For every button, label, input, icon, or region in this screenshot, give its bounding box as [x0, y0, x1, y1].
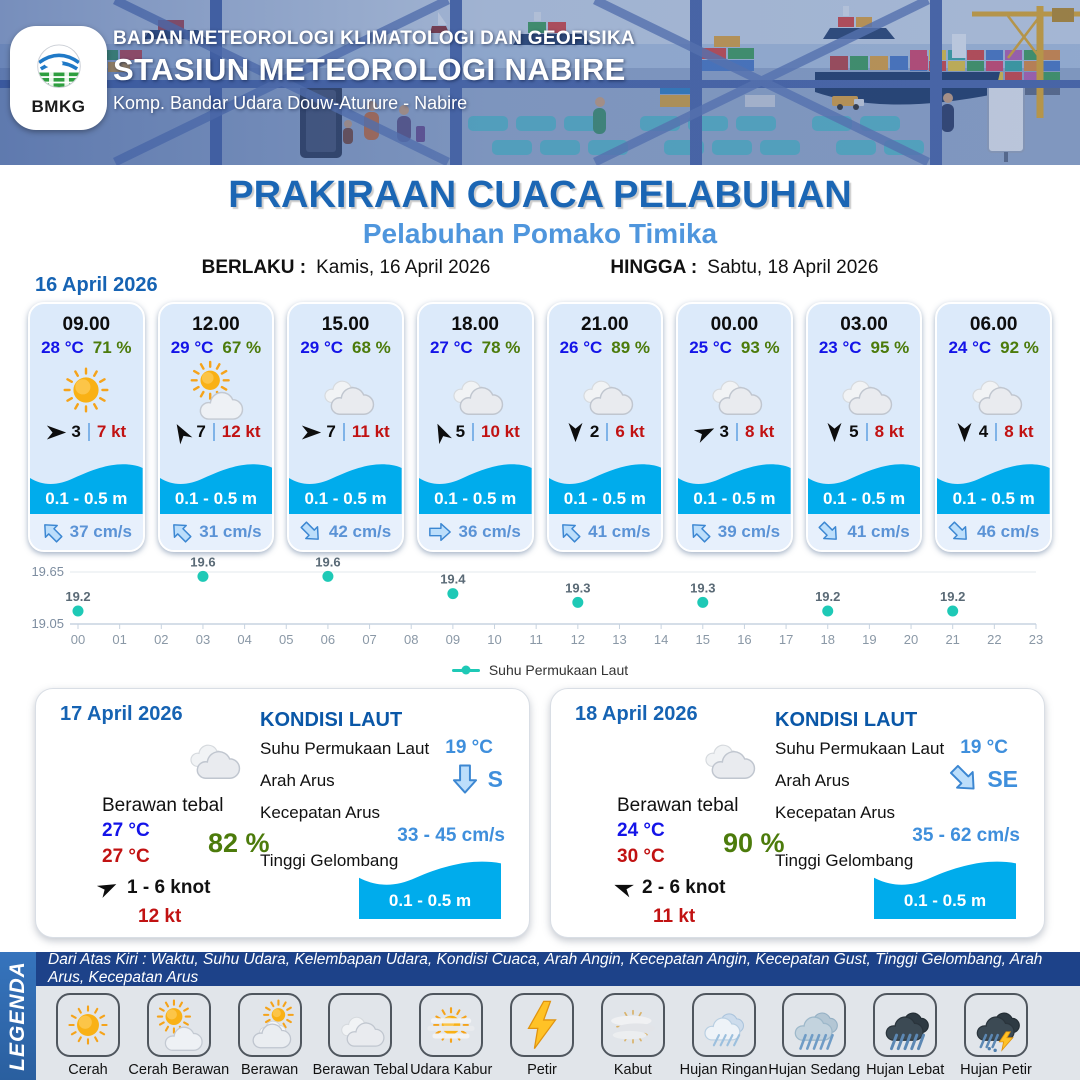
- legend-weather-icon: [147, 993, 211, 1057]
- weather-icon: [703, 359, 765, 421]
- day-temp-min: 27 °C: [102, 820, 150, 841]
- current-direction-icon: [554, 516, 587, 549]
- humidity: 93 %: [740, 338, 780, 357]
- wind-direction-icon: [611, 877, 635, 899]
- wave-height-label: Tinggi Gelombang: [260, 851, 399, 870]
- day-wind-range: 2 - 6 knot: [642, 877, 726, 898]
- wind-speed: 7: [326, 422, 336, 441]
- humidity: 68 %: [352, 338, 391, 357]
- wind-direction-icon: [826, 422, 843, 443]
- wind-row: [171, 422, 260, 442]
- legend-item: [589, 993, 677, 1080]
- svg-text:19.6: 19.6: [190, 556, 216, 570]
- current-speed: 41 cm/s: [588, 522, 651, 541]
- wind-row: [695, 422, 775, 442]
- forecast-card: [676, 302, 793, 552]
- title-block: [0, 166, 1080, 279]
- page-title: PRAKIRAAN CUACA PELABUHAN: [228, 174, 852, 216]
- current-row: [30, 514, 143, 550]
- wave-band: [30, 458, 143, 514]
- wind-speed: 5: [455, 422, 466, 441]
- current-speed: 42 cm/s: [328, 522, 392, 541]
- forecast-time: 06.00: [969, 314, 1018, 335]
- day-forecast-card: [35, 688, 530, 938]
- legend-weather-icon: [782, 993, 846, 1057]
- current-row: [678, 514, 791, 550]
- weather-icon: [833, 359, 895, 421]
- gust-speed: 6 kt: [615, 422, 645, 441]
- sea-conditions-heading: KONDISI LAUT: [775, 709, 918, 731]
- legend-item: [768, 993, 861, 1080]
- sst-chart: [28, 556, 1052, 654]
- forecast-card: [935, 302, 1052, 552]
- svg-text:19.3: 19.3: [690, 580, 716, 596]
- divider: [343, 423, 345, 441]
- air-temperature: 24 °C: [948, 338, 992, 357]
- weather-icon: [963, 359, 1025, 421]
- agency-name: BADAN METEOROLOGI KLIMATOLOGI DAN GEOFISIKA: [113, 28, 636, 49]
- air-temperature: 26 °C: [559, 338, 603, 357]
- current-speed: 36 cm/s: [458, 522, 521, 541]
- svg-text:16: 16: [737, 632, 752, 647]
- legend-title-strip: [0, 952, 36, 1080]
- wave-band: [289, 458, 402, 514]
- svg-text:20: 20: [903, 632, 919, 647]
- current-row: [937, 514, 1050, 550]
- svg-text:07: 07: [362, 632, 377, 647]
- berlaku-value: Kamis, 16 April 2026: [316, 257, 491, 278]
- svg-text:00: 00: [70, 632, 86, 647]
- current-direction-label: Arah Arus: [775, 771, 850, 790]
- wind-direction-icon: [46, 424, 67, 441]
- humidity: 78 %: [481, 338, 521, 357]
- current-direction-icon: [428, 521, 452, 543]
- wave-height: 0.1 - 0.5 m: [304, 489, 387, 508]
- current-speed: 39 cm/s: [717, 522, 781, 541]
- wind-speed: 4: [978, 422, 989, 441]
- svg-text:02: 02: [154, 632, 169, 647]
- current-row: [549, 514, 662, 550]
- forecast-card: [806, 302, 923, 552]
- legend-item-label: Petir: [527, 1062, 557, 1078]
- temp-humidity-row: [171, 338, 261, 358]
- svg-text:08: 08: [403, 632, 419, 647]
- svg-text:23: 23: [1028, 632, 1044, 647]
- sea-conditions: [246, 689, 529, 937]
- station-name: STASIUN METEOROLOGI NABIRE: [113, 52, 626, 87]
- weather-icon: [55, 359, 117, 421]
- gust-speed: 12 kt: [221, 422, 261, 441]
- svg-text:19.05: 19.05: [31, 616, 64, 631]
- divider: [995, 423, 997, 441]
- current-direction-icon: [943, 516, 976, 549]
- wind-speed: 7: [196, 422, 206, 441]
- svg-text:06: 06: [320, 632, 336, 647]
- air-temperature: 29 °C: [300, 338, 344, 357]
- temp-humidity-row: [689, 338, 779, 358]
- legend-item-label: Cerah: [68, 1062, 108, 1078]
- wave-height: 0.1 - 0.5 m: [822, 489, 906, 508]
- hingga-pair: [610, 257, 878, 279]
- legend-weather-icon: [510, 993, 574, 1057]
- day-weather-icon: [171, 723, 253, 785]
- current-speed-label: Kecepatan Arus: [775, 803, 896, 822]
- forecast-card: [417, 302, 534, 552]
- air-temperature: 23 °C: [818, 338, 862, 357]
- divider: [736, 423, 738, 441]
- day-temp-max: 27 °C: [102, 846, 150, 867]
- forecast-date-label: 16 April 2026: [35, 274, 158, 296]
- wave-height: 0.1 - 0.5 m: [952, 489, 1035, 508]
- legend-weather-icon: [328, 993, 392, 1057]
- legend-item-label: Cerah Berawan: [128, 1062, 230, 1078]
- svg-text:10: 10: [487, 632, 502, 647]
- divider: [472, 423, 474, 441]
- legend-weather-icon: [601, 993, 665, 1057]
- svg-text:09: 09: [445, 632, 461, 647]
- wave-height-value: 0.1 - 0.5 m: [903, 891, 987, 910]
- svg-text:22: 22: [987, 632, 1002, 647]
- legend-marker-icon: [452, 669, 480, 672]
- svg-text:19: 19: [862, 632, 877, 647]
- svg-text:19.2: 19.2: [940, 589, 966, 604]
- svg-text:21: 21: [945, 632, 960, 647]
- divider: [606, 423, 608, 441]
- day-wind-row: [613, 877, 725, 899]
- wave-height-block: [874, 853, 1016, 919]
- wave-height-value: 0.1 - 0.5 m: [388, 891, 472, 910]
- svg-text:03: 03: [195, 632, 211, 647]
- sea-conditions: [761, 689, 1044, 937]
- wind-row: [431, 422, 520, 442]
- air-temperature: 29 °C: [170, 338, 214, 357]
- day-gust: 11 kt: [653, 906, 696, 927]
- svg-text:19.2: 19.2: [815, 589, 841, 604]
- header-text: [113, 28, 635, 114]
- wind-speed: 2: [589, 422, 600, 441]
- legend-item-label: Udara Kabur: [410, 1062, 493, 1078]
- hourly-cards-row: [28, 302, 1052, 552]
- wave-height-block: [359, 853, 501, 919]
- current-speed-label: Kecepatan Arus: [260, 803, 381, 822]
- day-weather-icon: [686, 723, 768, 785]
- wind-speed: 3: [719, 422, 730, 441]
- forecast-time: 12.00: [192, 314, 240, 335]
- gust-speed: 11 kt: [351, 422, 390, 441]
- wind-direction-icon: [301, 424, 322, 441]
- day-condition: Berawan tebal: [617, 795, 739, 816]
- legend-item-label: Hujan Lebat: [866, 1062, 945, 1078]
- humidity: 89 %: [611, 338, 651, 357]
- weather-icon: [574, 359, 636, 421]
- svg-text:19.4: 19.4: [440, 571, 466, 587]
- gust-speed: 8 kt: [1004, 422, 1034, 441]
- wave-band: [160, 458, 273, 514]
- day-date: 18 April 2026: [575, 703, 698, 725]
- forecast-time: 03.00: [840, 314, 888, 335]
- wave-height: 0.1 - 0.5 m: [174, 489, 258, 508]
- day-gust: 12 kt: [138, 906, 182, 927]
- humidity: 71 %: [92, 338, 132, 357]
- humidity: 95 %: [870, 338, 910, 357]
- bmkg-emblem-icon: [30, 39, 88, 97]
- temp-humidity-row: [41, 338, 131, 358]
- svg-text:14: 14: [653, 632, 669, 647]
- legend-weather-icon: [964, 993, 1028, 1057]
- current-direction-icon: [813, 516, 846, 549]
- current-direction-text: SE: [987, 765, 1018, 792]
- legend-item: [226, 993, 314, 1080]
- legend-weather-icon: [238, 993, 302, 1057]
- wave-band: [808, 458, 921, 514]
- hingga-label: HINGGA :: [610, 257, 698, 278]
- legend-item: [312, 993, 409, 1080]
- legend-title: LEGENDA: [6, 961, 29, 1071]
- current-direction-value: [450, 763, 503, 795]
- wave-height: 0.1 - 0.5 m: [563, 489, 646, 508]
- chart-legend: [28, 662, 1052, 678]
- forecast-time: 15.00: [321, 314, 370, 335]
- forecast-time: 18.00: [451, 314, 499, 335]
- sst-chart-section: [28, 556, 1052, 678]
- current-speed-value: 35 - 62 cm/s: [912, 825, 1020, 846]
- bmkg-logo-label: BMKG: [31, 97, 86, 116]
- weather-icon: [185, 359, 247, 421]
- temp-humidity-row: [560, 338, 650, 358]
- legend-item: [498, 993, 586, 1080]
- hingga-value: Sabtu, 18 April 2026: [707, 257, 879, 278]
- humidity: 67 %: [222, 338, 262, 357]
- day-forecast-card: [550, 688, 1045, 938]
- weather-icon: [444, 359, 506, 421]
- legend-main: [36, 952, 1080, 1080]
- gust-speed: 7 kt: [96, 422, 127, 441]
- wind-row: [46, 422, 126, 442]
- wind-row: [954, 422, 1034, 442]
- current-direction-icon: [942, 757, 986, 801]
- current-row: [160, 514, 273, 550]
- air-temperature: 28 °C: [41, 338, 84, 357]
- sst-label: Suhu Permukaan Laut: [775, 739, 945, 758]
- current-direction-icon: [295, 516, 328, 549]
- legend-weather-icon: [419, 993, 483, 1057]
- air-temperature: 25 °C: [689, 338, 732, 357]
- legend-item-label: Berawan: [240, 1062, 299, 1078]
- air-temperature: 27 °C: [429, 338, 473, 357]
- temp-humidity-row: [819, 338, 909, 358]
- wind-speed: 5: [849, 422, 859, 441]
- header: [0, 0, 1080, 165]
- forecast-card: [28, 302, 145, 552]
- forecast-time: 21.00: [581, 314, 629, 335]
- legend-weather-icon: [692, 993, 756, 1057]
- legend-label: Suhu Permukaan Laut: [488, 662, 629, 678]
- wind-row: [824, 422, 904, 442]
- wave-height: 0.1 - 0.5 m: [693, 489, 776, 508]
- legend-item-label: Berawan Tebal: [312, 1062, 409, 1078]
- wind-direction-icon: [96, 877, 121, 900]
- forecast-card: [158, 302, 275, 552]
- legend-section: [0, 952, 1080, 1080]
- gust-speed: 10 kt: [481, 422, 520, 441]
- day-humidity: 82 %: [208, 828, 270, 858]
- wave-band: [678, 458, 791, 514]
- forecast-time: 00.00: [710, 314, 759, 335]
- current-row: [808, 514, 921, 550]
- sea-conditions-heading: KONDISI LAUT: [260, 709, 403, 731]
- legend-item: [861, 993, 949, 1080]
- wave-band: [549, 458, 662, 514]
- svg-text:17: 17: [778, 632, 794, 647]
- legend-item-label: Hujan Petir: [960, 1062, 1032, 1078]
- divider: [866, 423, 868, 441]
- berlaku-pair: [202, 257, 491, 279]
- wind-direction-icon: [956, 422, 973, 443]
- wave-height: 0.1 - 0.5 m: [434, 489, 517, 508]
- wind-direction-icon: [429, 419, 453, 445]
- svg-text:19.3: 19.3: [565, 580, 591, 596]
- temp-humidity-row: [430, 338, 520, 358]
- validity-row: [0, 257, 1080, 279]
- svg-text:12: 12: [570, 632, 586, 647]
- wave-height-label: Tinggi Gelombang: [775, 851, 914, 870]
- legend-item-label: Kabut: [613, 1062, 652, 1078]
- gust-speed: 8 kt: [745, 422, 775, 441]
- wind-direction-icon: [169, 419, 194, 446]
- temp-humidity-row: [300, 338, 390, 358]
- svg-text:18: 18: [820, 632, 835, 647]
- current-direction-icon: [450, 763, 480, 795]
- current-speed-value: 33 - 45 cm/s: [397, 825, 505, 846]
- legend-caption: Dari Atas Kiri : Waktu, Suhu Udara, Kelembapan Udara, Kondisi Cuaca, Arah Angin, Kecepatan Angin, Kecepatan Gust, Tinggi Gelombang, Arah Arus, Kecepatan Arus: [36, 952, 1080, 986]
- legend-item: [128, 993, 230, 1080]
- legend-item: [680, 993, 768, 1080]
- current-direction-icon: [683, 516, 716, 549]
- current-speed: 41 cm/s: [847, 522, 910, 541]
- humidity: 92 %: [1000, 338, 1039, 357]
- wave-band: [419, 458, 532, 514]
- legend-weather-icon: [873, 993, 937, 1057]
- legend-item: [952, 993, 1040, 1080]
- day-condition: Berawan tebal: [102, 795, 224, 816]
- station-address: Komp. Bandar Udara Douw-Aturure - Nabire: [113, 93, 468, 113]
- current-direction-text: S: [487, 765, 503, 792]
- divider: [213, 423, 215, 441]
- legend-item-label: Hujan Ringan: [679, 1062, 768, 1078]
- wind-row: [301, 422, 389, 442]
- temp-humidity-row: [948, 338, 1038, 358]
- berlaku-label: BERLAKU :: [201, 257, 307, 278]
- legend-item: [44, 993, 132, 1080]
- forecast-card: [547, 302, 664, 552]
- gust-speed: 8 kt: [874, 422, 904, 441]
- current-direction-icon: [35, 516, 68, 549]
- svg-text:15: 15: [695, 632, 711, 647]
- current-row: [419, 514, 532, 550]
- legend-items: [36, 986, 1080, 1080]
- day-temp-max: 30 °C: [617, 846, 665, 867]
- day-temp-min: 24 °C: [617, 820, 665, 841]
- current-row: [289, 514, 402, 550]
- legend-item: [407, 993, 495, 1080]
- current-speed: 37 cm/s: [69, 522, 132, 541]
- weather-icon: [315, 359, 377, 421]
- sst-value: 19 °C: [960, 737, 1008, 758]
- sst-label: Suhu Permukaan Laut: [260, 739, 430, 758]
- wind-row: [565, 422, 645, 442]
- legend-weather-icon: [56, 993, 120, 1057]
- svg-text:19.65: 19.65: [31, 564, 64, 579]
- current-speed: 31 cm/s: [199, 522, 262, 541]
- page-subtitle: Pelabuhan Pomako Timika: [362, 218, 718, 249]
- current-speed: 46 cm/s: [976, 522, 1040, 541]
- wind-direction-icon: [567, 422, 584, 443]
- svg-text:13: 13: [612, 632, 627, 647]
- day-wind-row: [98, 877, 210, 899]
- sst-value: 19 °C: [445, 737, 493, 758]
- wave-height: 0.1 - 0.5 m: [45, 489, 128, 508]
- day-date: 17 April 2026: [60, 703, 183, 725]
- forecast-time: 09.00: [62, 314, 111, 335]
- svg-text:11: 11: [529, 632, 543, 647]
- divider: [88, 423, 90, 441]
- day-humidity: 90 %: [723, 828, 785, 858]
- wave-band: [937, 458, 1050, 514]
- wind-speed: 3: [71, 422, 81, 441]
- legend-item-label: Hujan Sedang: [768, 1062, 861, 1078]
- daily-cards-row: [35, 688, 1045, 938]
- day-wind-range: 1 - 6 knot: [127, 877, 211, 898]
- svg-text:05: 05: [279, 632, 294, 647]
- current-direction-label: Arah Arus: [260, 771, 335, 790]
- forecast-card: [287, 302, 404, 552]
- wind-direction-icon: [692, 420, 718, 444]
- svg-text:04: 04: [237, 632, 252, 647]
- current-direction-value: [949, 763, 1018, 795]
- svg-text:19.2: 19.2: [65, 589, 91, 604]
- bmkg-logo: [10, 26, 107, 130]
- svg-text:01: 01: [112, 632, 127, 647]
- svg-text:19.6: 19.6: [315, 556, 341, 570]
- current-direction-icon: [165, 516, 198, 549]
